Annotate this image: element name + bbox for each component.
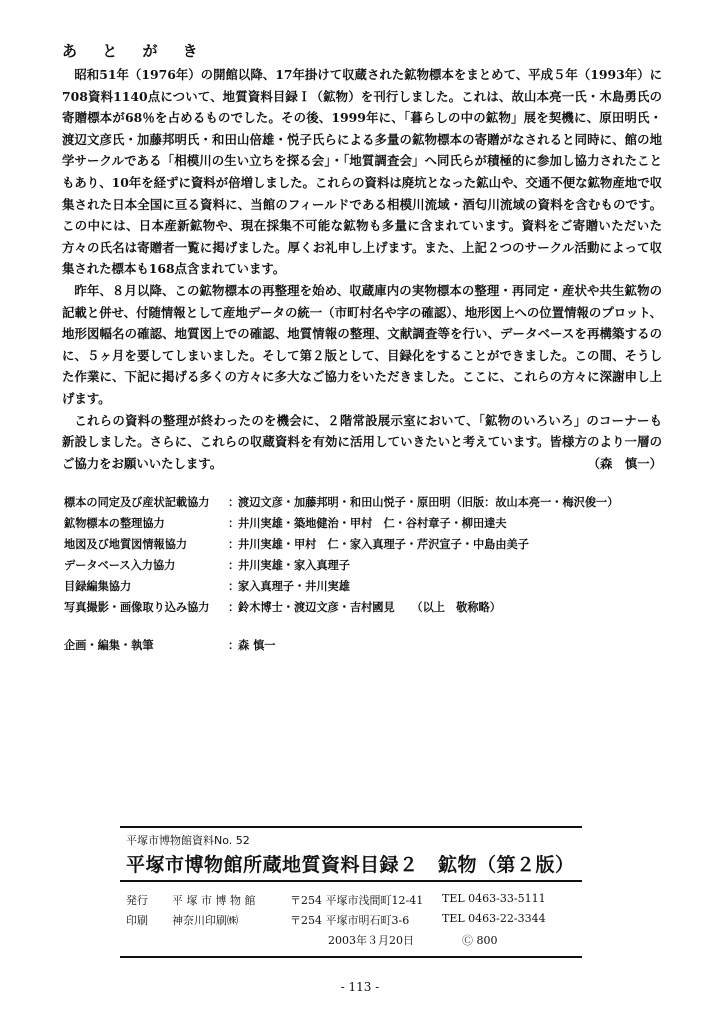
plan-credit bbox=[64, 637, 275, 653]
credit-role: データベース入力協力 bbox=[64, 559, 176, 572]
colon: ： bbox=[228, 517, 240, 530]
credit-names: 渡辺文彦・加藤邦明・和田山悦子・原田明（旧版：故山本亮一・梅沢俊一） bbox=[238, 496, 619, 509]
credit-names: 井川実雄・甲村 仁・家入真理子・芹沢宣子・中島由美子 bbox=[238, 538, 529, 551]
colon: ： bbox=[228, 580, 240, 593]
plan-role: 企画・編集・執筆 bbox=[64, 639, 154, 652]
credit-role: 写真撮影・画像取り込み協力 bbox=[64, 601, 210, 614]
price: Ⓒ 800 bbox=[462, 934, 498, 947]
colophon-middle-rule bbox=[120, 880, 582, 882]
credit-names: 家入真理子・井川実雄 bbox=[238, 580, 350, 593]
credit-row bbox=[64, 534, 618, 555]
credit-row bbox=[64, 597, 618, 618]
credit-role: 標本の同定及び産状記載協力 bbox=[64, 496, 210, 509]
credit-row bbox=[64, 513, 618, 534]
publisher-label: 発行 bbox=[126, 894, 148, 907]
publication-date: 2003年３月20日 bbox=[328, 934, 414, 947]
plan-names: 森 慎一 bbox=[238, 639, 276, 652]
printer-address: 〒254 平塚市明石町3-6 bbox=[290, 914, 410, 927]
colon: ： bbox=[228, 601, 240, 614]
signature: （森 慎一） bbox=[587, 455, 662, 471]
printer-tel: TEL 0463-22-3344 bbox=[442, 912, 546, 925]
paragraph-2: 昨年、８月以降、この鉱物標本の再整理を始め、収蔵庫内の実物標本の整理・再同定・産状や共生鉱物の記載と併せ、付随情報として産地データの統一（市町村名や字の確認）、地形図上への位置情報のプロット、地形図幅名の確認、地質図上での確認、地質情報の整理、文献調査等を行い、データベースを再構築するのに、５ヶ月を要してしまいました。そして第２版として、目録化をすることができました。この間、そうした作業に、下記に掲げる多くの方々に多大なご協力をいただきました。ここに、これらの方々に深謝申し上げます。 bbox=[62, 282, 662, 406]
credit-row bbox=[64, 576, 618, 597]
credit-role: 目録編集協力 bbox=[64, 580, 132, 593]
credit-names: 井川実雄・家入真理子 bbox=[238, 559, 350, 572]
afterword-body bbox=[62, 64, 662, 474]
book-title: 平塚市博物館所蔵地質資料目録２ 鉱物（第２版） bbox=[126, 854, 575, 876]
publisher-name: 平 塚 市 博 物 館 bbox=[172, 894, 256, 907]
credit-names: 井川実雄・築地健治・甲村 仁・谷村章子・柳田達夫 bbox=[238, 517, 507, 530]
paragraph-3: これらの資料の整理が終わったのを機会に、２階常設展示室において、「鉱物のいろいろ」のコーナーも新設しました。さらに、これらの収蔵資料を有効に活用していきたいと考えています。皆様方のより一層のご協力をお願いいたします。 bbox=[62, 412, 662, 471]
publisher-address: 〒254 平塚市浅間町12-41 bbox=[290, 894, 424, 907]
printer-label: 印刷 bbox=[126, 914, 148, 927]
colon: ： bbox=[228, 538, 240, 551]
credit-names: 鈴木博士・渡辺文彦・吉村國見 （以上 敬称略） bbox=[238, 601, 501, 614]
printer-name: 神奈川印刷㈱ bbox=[172, 914, 238, 927]
credit-role: 鉱物標本の整理協力 bbox=[64, 517, 165, 530]
credits-list bbox=[64, 492, 618, 618]
series-name: 平塚市博物館資料No. 52 bbox=[126, 834, 250, 847]
afterword-heading: あ と が き bbox=[62, 42, 208, 60]
colon: ： bbox=[228, 496, 240, 509]
paragraph-1: 昭和51年（1976年）の開館以降、17年掛けて収蔵された鉱物標本をまとめて、平成５年（1993年）に708資料1140点について、地質資料目録Ｉ（鉱物）を刊行しました。これは、故山本亮一氏・木島勇氏の寄贈標本が68％を占めるものでした。その後、1999年に、「暮らしの中の鉱物」展を契機に、原田明氏・渡辺文彦氏・加藤邦明氏・和田山倍雄・悦子氏らによる多量の鉱物標本の寄贈がなされると同時に、館の地学サークルである「相模川の生い立ちを探る会」・「地質調査会」へ同氏らが積極的に参加し協力されたこともあり、10年を経ずに資料が倍増しました。これらの資料は廃坑となった鉱山や、交通不便な鉱物産地で収集された日本全国に亘る資料に、当館のフィールドである相模川流域・酒匂川流域の資料を含むものです。この中には、日本産新鉱物や、現在採集不可能な鉱物も多量に含まれています。資料をご寄贈いただいた方々の氏名は寄贈者一覧に掲げました。厚くお礼申し上げます。また、上記２つのサークル活動によって収集された標本も168点含まれています。 bbox=[62, 67, 662, 277]
credit-row bbox=[64, 555, 618, 576]
credit-row bbox=[64, 492, 618, 513]
publisher-tel: TEL 0463-33-5111 bbox=[442, 892, 546, 905]
page-number: - 113 - bbox=[340, 980, 380, 994]
colon: ： bbox=[228, 559, 240, 572]
colophon-bottom-rule bbox=[120, 956, 582, 958]
credit-role: 地図及び地質図情報協力 bbox=[64, 538, 188, 551]
colon: ： bbox=[228, 639, 240, 652]
colophon-top-rule bbox=[120, 826, 582, 828]
